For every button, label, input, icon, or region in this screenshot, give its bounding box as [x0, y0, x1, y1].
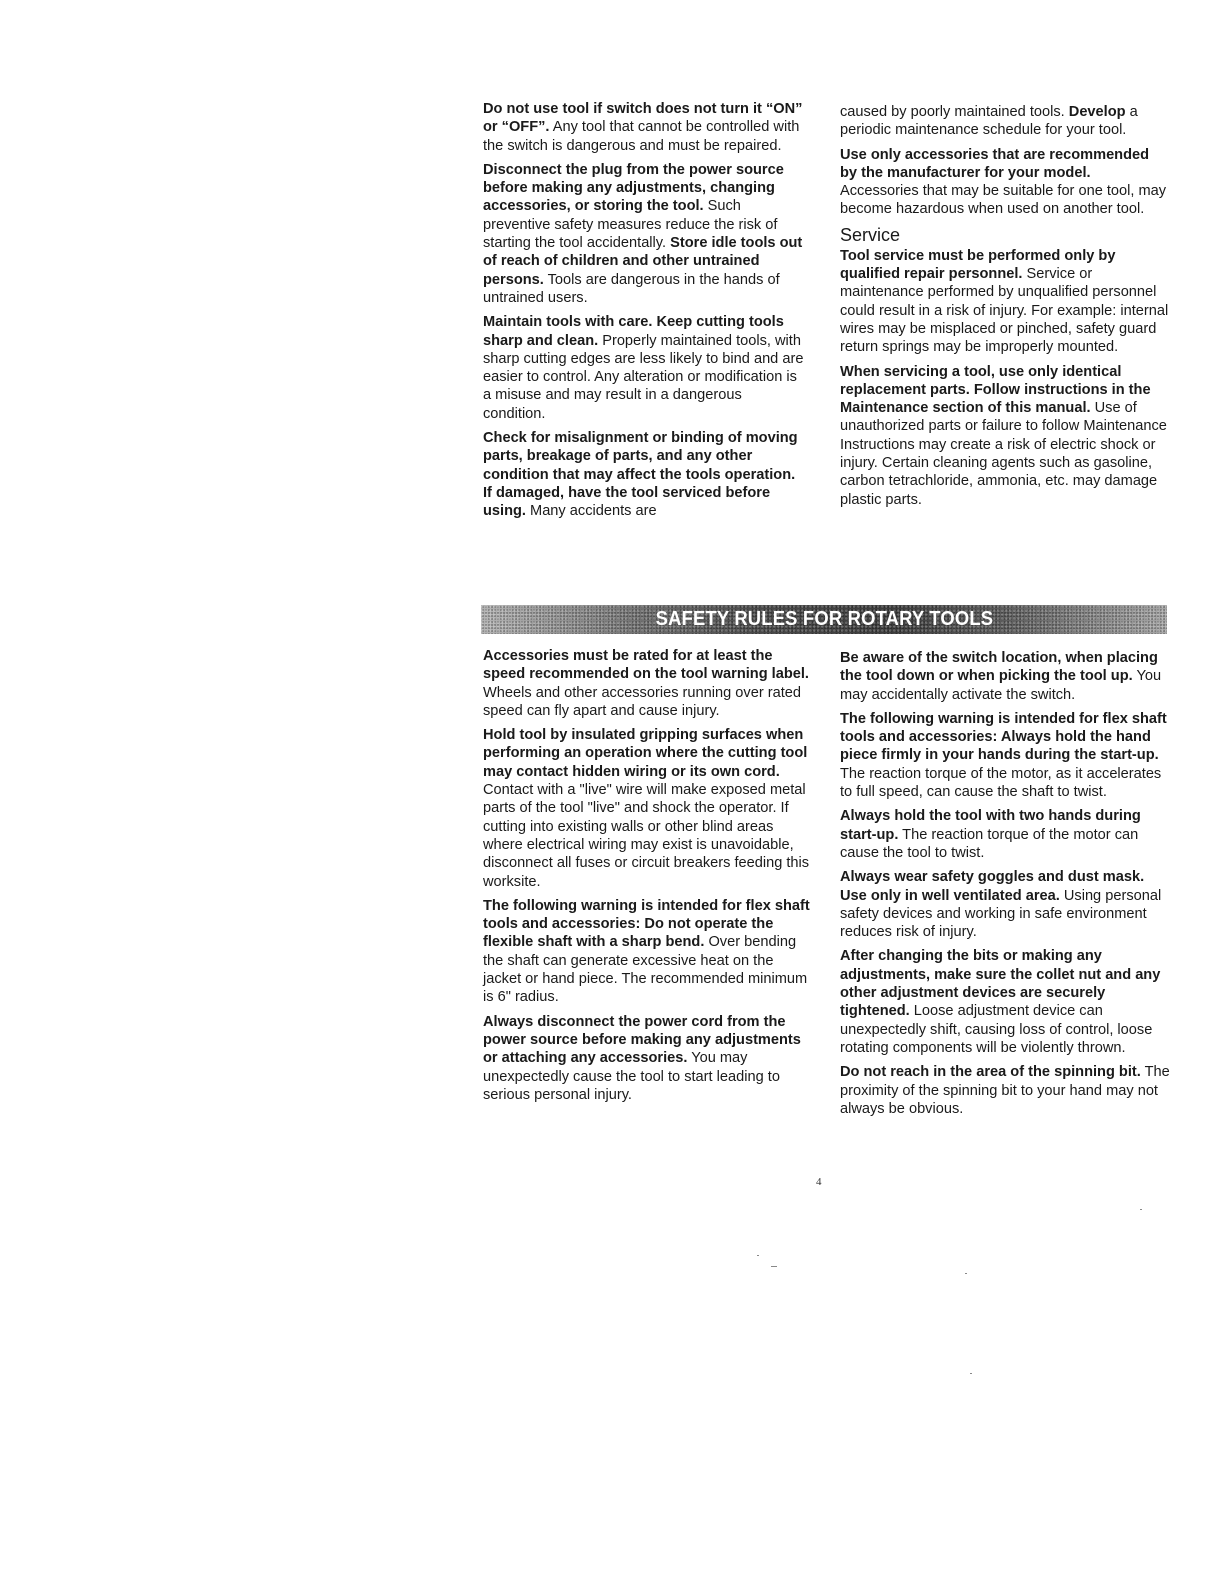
paragraph: [483, 313, 805, 423]
rule-heading: Use only accessories that are recommended by the manufacturer for your model.: [840, 146, 1150, 181]
rule-text: Loose adjustment device can unexpectedly shift, causing loss of control, loose rotating components will be violently thrown.: [840, 1003, 1153, 1056]
rule-heading: Be aware of the switch location, when placing the tool down or when picking the tool up.: [840, 650, 1158, 685]
rule-text: Use of unauthorized parts or failure to follow Maintenance Instructions may create a risk of electric shock or injury. Certain cleaning agents such as gasoline, carbon tetrachloride, ammonia, etc. may damage plastic parts.: [840, 400, 1167, 508]
rule-heading: When servicing a tool, use only identical replacement parts. Follow instructions in the Maintenance section of this manual.: [840, 363, 1151, 417]
paragraph: [483, 100, 805, 155]
rule-heading: Always hold the tool with two hands during start-up.: [840, 808, 1141, 843]
rule-text: Any tool that cannot be controlled with the switch is dangerous and must be repaired.: [483, 119, 800, 154]
rule-heading: The following warning is intended for flex shaft tools and accessories: Always hold the hand piece firmly in your hands during the start-up.: [840, 710, 1167, 764]
rule-text: Such preventive safety measures reduce the risk of starting the tool accidentally.: [483, 198, 778, 252]
paragraph: [483, 429, 805, 520]
paragraph: [483, 161, 805, 307]
rule-heading: Disconnect the plug from the power source before making any adjustments, changing accessories, or storing the tool.: [483, 161, 784, 215]
paragraph: [483, 647, 811, 720]
section-heading-service: Service: [840, 224, 901, 245]
rule-text: Tools are dangerous in the hands of untrained users.: [483, 271, 780, 306]
rule-heading: After changing the bits or making any adjustments, make sure the collet nut and any other adjustment devices are securely tightened.: [840, 948, 1161, 1020]
section-banner: [481, 605, 1167, 634]
rule-text: The reaction torque of the motor, as it accelerates to full speed, can cause the shaft to twist.: [840, 765, 1162, 801]
banner-title: SAFETY RULES FOR ROTARY TOOLS: [655, 608, 993, 630]
rule-text: Many accidents are: [525, 503, 657, 520]
paragraph: [840, 247, 1170, 357]
rule-text: The proximity of the spinning bit to your hand may not always be obvious.: [840, 1064, 1170, 1117]
page-number: 4: [816, 1176, 822, 1188]
scan-speck: [757, 1255, 759, 1256]
rule-text: Over bending the shaft can generate excessive heat on the jacket or hand piece. The recommended minimum is 6" radius.: [483, 934, 808, 1006]
rule-heading: Accessories must be rated for at least the speed recommended on the tool warning label.: [483, 648, 809, 683]
paragraph: [840, 103, 1170, 140]
paragraph: [483, 897, 811, 1007]
paragraph: [840, 363, 1170, 509]
scan-speck: [965, 1273, 967, 1274]
scan-speck: [970, 1373, 972, 1374]
paragraph: [840, 947, 1170, 1057]
rule-heading: Maintain tools with care. Keep cutting tools sharp and clean.: [483, 314, 784, 349]
rule-heading: Always disconnect the power cord from the power source before making any adjustments or attaching any accessories.: [483, 1013, 801, 1067]
rule-text: Accessories that may be suitable for one tool, may become hazardous when used on another tool.: [840, 183, 1167, 218]
column-bottom-right: [840, 649, 1170, 1124]
scan-speck: [1140, 1209, 1142, 1210]
rule-text: caused by poorly maintained tools.: [840, 104, 1069, 120]
column-bottom-left: [483, 647, 811, 1110]
rule-heading: Hold tool by insulated gripping surfaces when performing an operation where the cutting tool may contact hidden wiring or its own cord.: [483, 727, 808, 780]
rule-heading: Check for misalignment or binding of moving parts, breakage of parts, and any other condition that may affect the tools operation. If damaged, have the tool serviced before using.: [483, 430, 798, 520]
rule-text: Wheels and other accessories running over rated speed can fly apart and cause injury.: [483, 684, 801, 719]
paragraph: [840, 807, 1170, 862]
paragraph: [840, 868, 1170, 941]
paragraph: [483, 726, 811, 891]
rule-text: You may accidentally activate the switch.: [840, 668, 1162, 703]
paragraph: [840, 1063, 1170, 1118]
rule-heading: Tool service must be performed only by qualified repair personnel.: [840, 247, 1116, 283]
paragraph: [840, 146, 1170, 219]
rule-text: Properly maintained tools, with sharp cutting edges are less likely to bind and are easier to control. Any alteration or modification is a misuse and may result in a dangerous condition.: [483, 332, 804, 422]
scan-speck: [771, 1266, 777, 1267]
rule-text: Service or maintenance performed by unqualified personnel could result in a risk of injury. For example: internal wires may be misplaced or pinched, safety guard return springs may be improperly mounted.: [840, 266, 1169, 356]
rule-heading: Do not use tool if switch does not turn it “ON” or “OFF”.: [483, 101, 803, 136]
rule-text: Using personal safety devices and working in safe environment reduces risk of injury.: [840, 887, 1162, 941]
paragraph: [840, 649, 1170, 704]
column-top-right: [840, 103, 1170, 515]
rule-text: a periodic maintenance schedule for your tool.: [840, 104, 1138, 139]
paragraph: [483, 1013, 811, 1104]
rule-text: The reaction torque of the motor can cause the tool to twist.: [840, 826, 1139, 861]
rule-heading: Always wear safety goggles and dust mask. Use only in well ventilated area.: [840, 869, 1145, 904]
rule-text: You may unexpectedly cause the tool to start leading to serious personal injury.: [483, 1050, 780, 1103]
paragraph: [840, 710, 1170, 801]
rule-heading: Do not reach in the area of the spinning bit.: [840, 1064, 1141, 1081]
rule-text: Contact with a "live" wire will make exposed metal parts of the tool "live" and shock the operator. If cutting into existing walls or other blind areas where electrical wiring may exist is unavoidable, disconnect all fuses or circuit breakers feeding this worksite.: [483, 782, 810, 890]
rule-heading: Develop: [1068, 104, 1126, 120]
rule-heading: The following warning is intended for flex shaft tools and accessories: Do not operate the flexible shaft with a sharp bend.: [483, 897, 810, 951]
column-top-left: [483, 100, 805, 527]
rule-heading: Store idle tools out of reach of children and other untrained persons.: [483, 235, 803, 288]
